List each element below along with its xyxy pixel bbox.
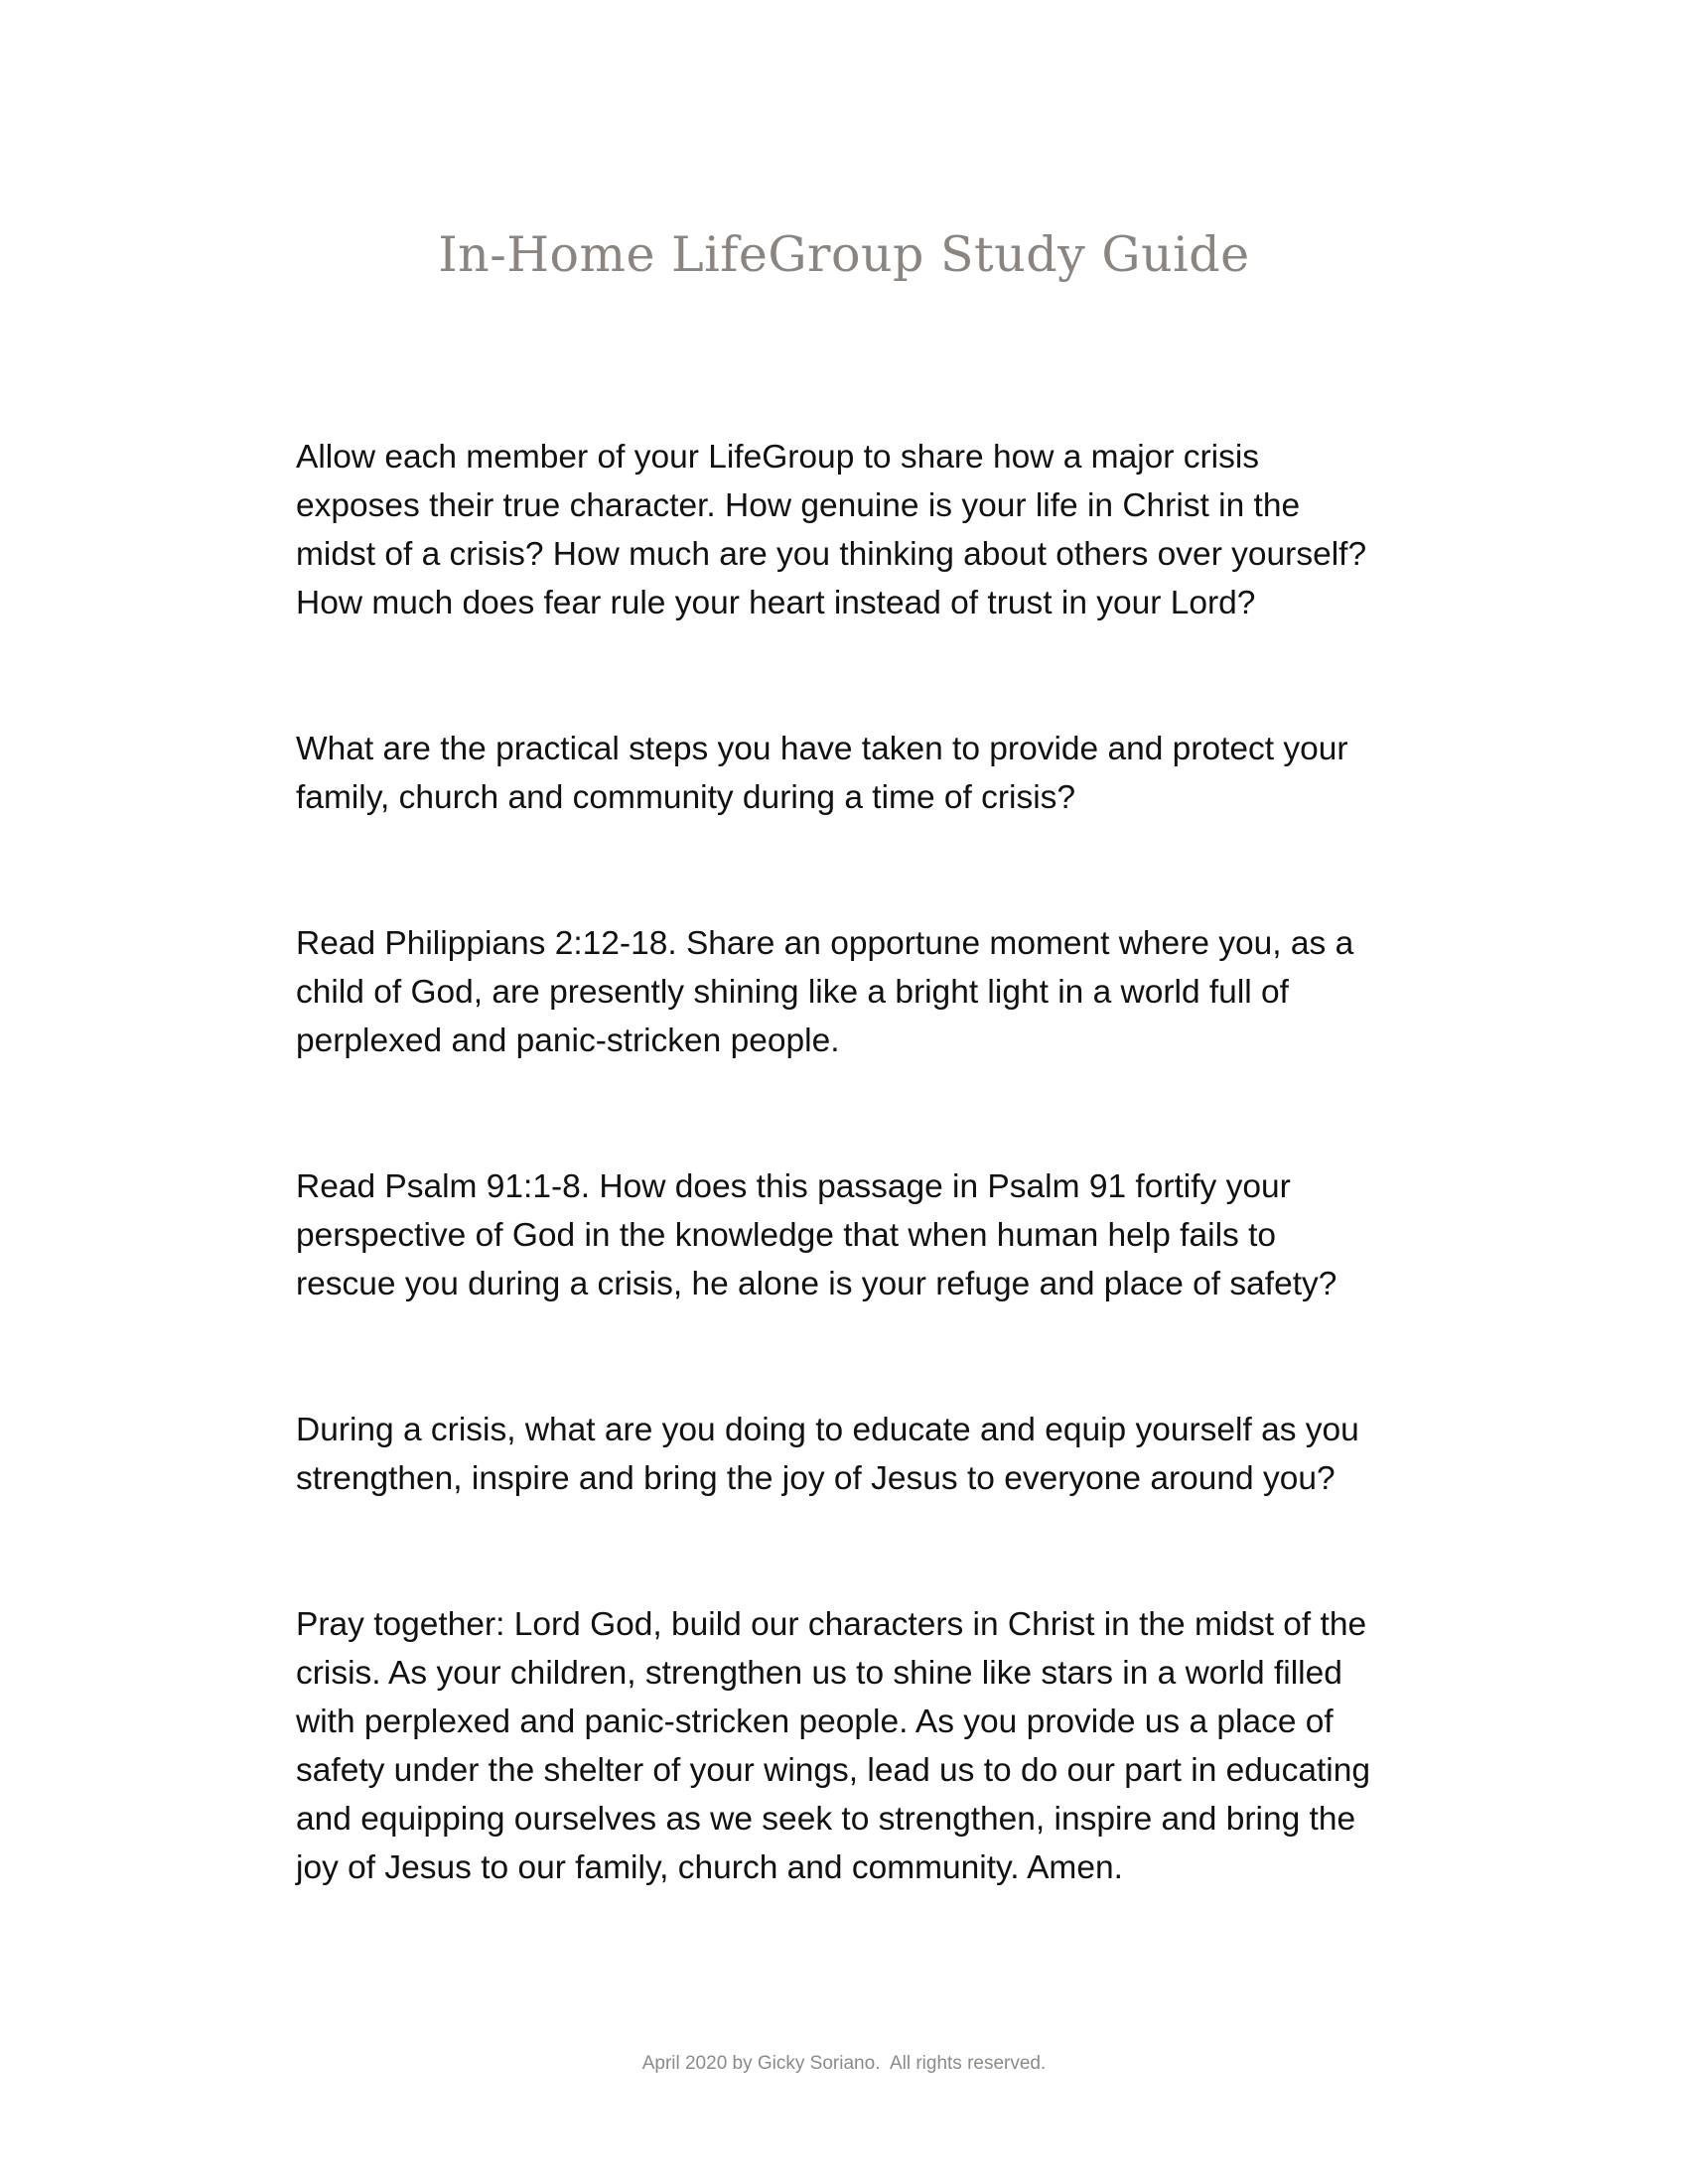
discussion-question-1: Allow each member of your LifeGroup to share how a major crisis exposes their true character. How genuine is your life in Christ in the midst of a crisis? How much are you thinking about others over yourself? How much does fear rule your heart instead of trust in your Lord?	[296, 439, 1367, 621]
discussion-question-3: Read Philippians 2:12-18. Share an opportune moment where you, as a child of God, are presently shining like a bright light in a world full of perplexed and panic-stricken people.	[296, 925, 1354, 1059]
copyright-footer: April 2020 by Gicky Soriano. All rights reserved.	[641, 2053, 1047, 2074]
discussion-question-2: What are the practical steps you have taken to provide and protect your family, church and community during a time of crisis?	[296, 731, 1348, 816]
discussion-question-4: Read Psalm 91:1-8. How does this passage in Psalm 91 fortify your perspective of God in the knowledge that when human help fails to rescue you during a crisis, he alone is your refuge and place of safety?	[296, 1168, 1337, 1302]
discussion-question-5: During a crisis, what are you doing to educate and equip yourself as you strengthen, inspire and bring the joy of Jesus to everyone around you?	[296, 1412, 1359, 1497]
page-title: In-Home LifeGroup Study Guide	[438, 226, 1250, 283]
closing-prayer: Pray together: Lord God, build our characters in Christ in the midst of the crisis. As your children, strengthen us to shine like stars in a world filled with perplexed and panic-stricken people. As you provide us a place of safety under the shelter of your wings, lead us to do our part in educating and equipping ourselves as we seek to strengthen, inspire and bring the joy of Jesus to our family, church and community. Amen.	[296, 1606, 1370, 1886]
